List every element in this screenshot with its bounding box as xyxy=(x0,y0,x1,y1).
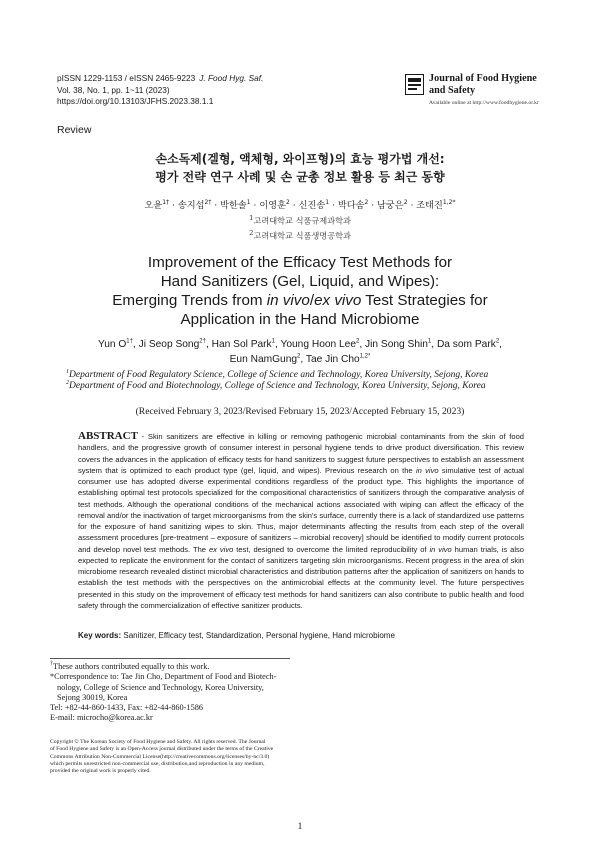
footnote-divider xyxy=(50,658,290,659)
article-type: Review xyxy=(57,124,92,136)
author-en: Ji Seop Song xyxy=(138,339,200,350)
correspondence-line1: *Correspondence to: Tae Jin Cho, Department of Food and Biotech- xyxy=(50,672,277,682)
author-en: Tae Jin Cho xyxy=(305,354,360,365)
english-authors-row2: Eun NamGung$^2$, Tae Jin Cho$^{1,2*}$ xyxy=(229,353,371,365)
doi-link[interactable]: https://doi.org/10.13103/JFHS.2023.38.1.1 xyxy=(57,96,214,106)
korean-affiliation-2: $^2$고려대학교 식품생명공학과 xyxy=(249,229,351,241)
page-number: 1 xyxy=(297,822,303,832)
author-ko: 신진송 xyxy=(298,200,326,211)
author-en: Eun NamGung xyxy=(229,354,298,365)
volume-text: Vol. 38, No. 1, pp. 1~11 (2023) xyxy=(57,84,170,95)
author-ko: 송지섭 xyxy=(177,200,205,211)
korean-title-line1: 손소독제(겔형, 액체형, 와이프형)의 효능 평가법 개선: xyxy=(155,152,445,166)
abstract-text: Skin sanitizers are effective in killing or removing pathogenic microbial contaminants from the skin of food handlers, and the progressive growth of consumer interest in personal hygiene tends to drive product diversification. This review covers the advances in the application of efficacy tests for hand sanitizers to suggest future perspectives to establish an assessment system that is optimized to each product type (gel, liquid, and wipes). Previous research on the xyxy=(78,432,524,475)
author-en: Young Hoon Lee xyxy=(280,339,357,350)
english-title-line1: Improvement of the Efficacy Test Methods for xyxy=(147,254,453,271)
received-dates: (Received February 3, 2023/Revised February 15, 2023/Accepted February 15, 2023) xyxy=(135,406,465,417)
citation-block xyxy=(57,73,263,108)
korean-authors: 오윤$^{1\dagger}$ · 송지섭$^{2\dagger}$ · 박한솔$^1$ · 이영훈$^2$ · 신진송$^1$ · 박다솜$^2$ · 남궁은$^2$ · 조태진$^{1,2*}$ xyxy=(144,198,456,211)
correspondence-line3: Sejong 30019, Korea xyxy=(57,692,128,702)
english-title-line3: Emerging Trends from in vivo/ex vivo Test Strategies for xyxy=(112,292,488,309)
author-en: Han Sol Park xyxy=(211,339,272,350)
korean-title-line2: 평가 전략 연구 사례 및 손 균총 정보 활용 등 최근 동향 xyxy=(155,170,445,184)
author-en: Yun O xyxy=(97,339,127,350)
author-ko: 남궁은 xyxy=(377,200,404,211)
author-ko: 이영훈 xyxy=(259,200,286,211)
abstract-label: ABSTRACT xyxy=(78,430,138,442)
footnotes xyxy=(50,662,295,724)
journal-header xyxy=(57,73,547,107)
korean-affiliation-1: $^1$고려대학교 식품규제과학과 xyxy=(249,214,351,226)
abstract: ABSTRACT - Skin sanitizers are effective in killing or removing pathogenic microbial contaminants from the skin of food handlers, and the progressive growth of consumer interest in personal hygiene tends to drive product diversification. This review covers the advances in the application of efficacy tests for hand sanitizers to suggest future perspectives to establish an assessment system that is optimized to each product type (gel, liquid, and wipes). Previous research on the in vivo simulative test of actual consumer use has adopted diverse experimental conditions regardless of the product type. This highlights the importance of establishing optimal test protocols specialized for the compositional characteristics of sanitizers through the comparative analysis of test methods. Although the operational conditions of the mechanical actions associated with wiping can affect the efficacy of the removal and/or the inactivation of target microorganisms from the skin's surface, currently there is a lack of standardized use patterns for the exposure of hand sanitizing wipes to skin. Thus, major determinants affecting the results from each step of the overall assessment procedures [pre-treatment – exposure of sanitizers – microbial recovery] should be identified to modify current protocols and develop novel test methods. The ex vivo test, designed to overcome the limited reproducibility of in vivo human trials, is also expected to replicate the environment for the contact of sanitizers targeting skin microorganisms. Recent progress in the area of skin microbiome research revealed distinct microbial characteristics and distribution patterns after the application of sanitizers on hands to establish the test methods with the perspectives on the antimicrobial effects at the community level. The future perspectives presented in this study on the improvement of efficacy test methods for hand sanitizers can also contribute to public health and food safety through the commercialization of effective sanitizer products. xyxy=(78,430,524,610)
journal-title: Journal of Food Hygiene and Safety xyxy=(429,73,537,96)
author-ko: 오윤 xyxy=(144,200,163,211)
english-authors-row1: Yun $O^{1\dagger}$, Ji Seop Song$^{2\dagger}$, Han Sol Park$^1$, Young Hoon Lee$^2$, Jin Song Shin$^1$, Da som Park$^2$, xyxy=(97,338,503,350)
english-affiliation-1: $^1$Department of Food Regulatory Science, College of Science and Technology, Korea University, Sejong, Korea xyxy=(66,368,489,380)
english-affiliation-2: $^2$Department of Food and Biotechnology, College of Science and Technology, Korea University, Sejong, Korea xyxy=(66,379,486,391)
keywords xyxy=(78,631,524,640)
english-title-line2: Hand Sanitizers (Gel, Liquid, and Wipes): xyxy=(160,273,440,290)
email-link[interactable]: E-mail: microcho@korea.ac.kr xyxy=(50,713,153,723)
english-title-line4: Application in the Hand Microbiome xyxy=(180,311,420,328)
author-en: Da som Park xyxy=(436,339,496,350)
equal-contribution-note: †These authors contributed equally to this work. xyxy=(50,661,210,671)
author-en: Jin Song Shin xyxy=(365,339,428,350)
journal-logo-icon xyxy=(405,74,424,95)
author-ko: 박한솔 xyxy=(220,200,247,211)
author-ko: 박다솜 xyxy=(337,200,365,211)
journal-abbrev: J. Food Hyg. Saf. xyxy=(199,73,264,83)
copyright-notice: Copyright © The Korean Society of Food Hygiene and Safety. All rights reserved. The Journal of Food Hygiene and Safety is an Open-Access journal distributed under the terms of the Creative Commons Attribution Non-Commercial License(http://creativecommons.org/licenses/by-nc/3.0) which permits unrestricted non-commercial use, distribution,and reproduction in any medium, provided the original work is properly cited. xyxy=(50,739,274,775)
correspondence-line2: nology, College of Science and Technology, Korea University, xyxy=(57,682,264,692)
available-online-link[interactable]: Available online at http://www.foodhygiene.or.kr xyxy=(429,100,539,106)
author-ko: 조태진 xyxy=(416,200,443,211)
issn-text: pISSN 1229-1153 / eISSN 2465-9223 xyxy=(57,73,196,83)
keywords-text: Sanitizer, Efficacy test, Standardization, Personal hygiene, Hand microbiome xyxy=(123,631,395,640)
phone-fax: Tel: +82-44-860-1433, Fax: +82-44-860-1586 xyxy=(50,703,204,713)
keywords-label: Key words: xyxy=(78,631,122,640)
